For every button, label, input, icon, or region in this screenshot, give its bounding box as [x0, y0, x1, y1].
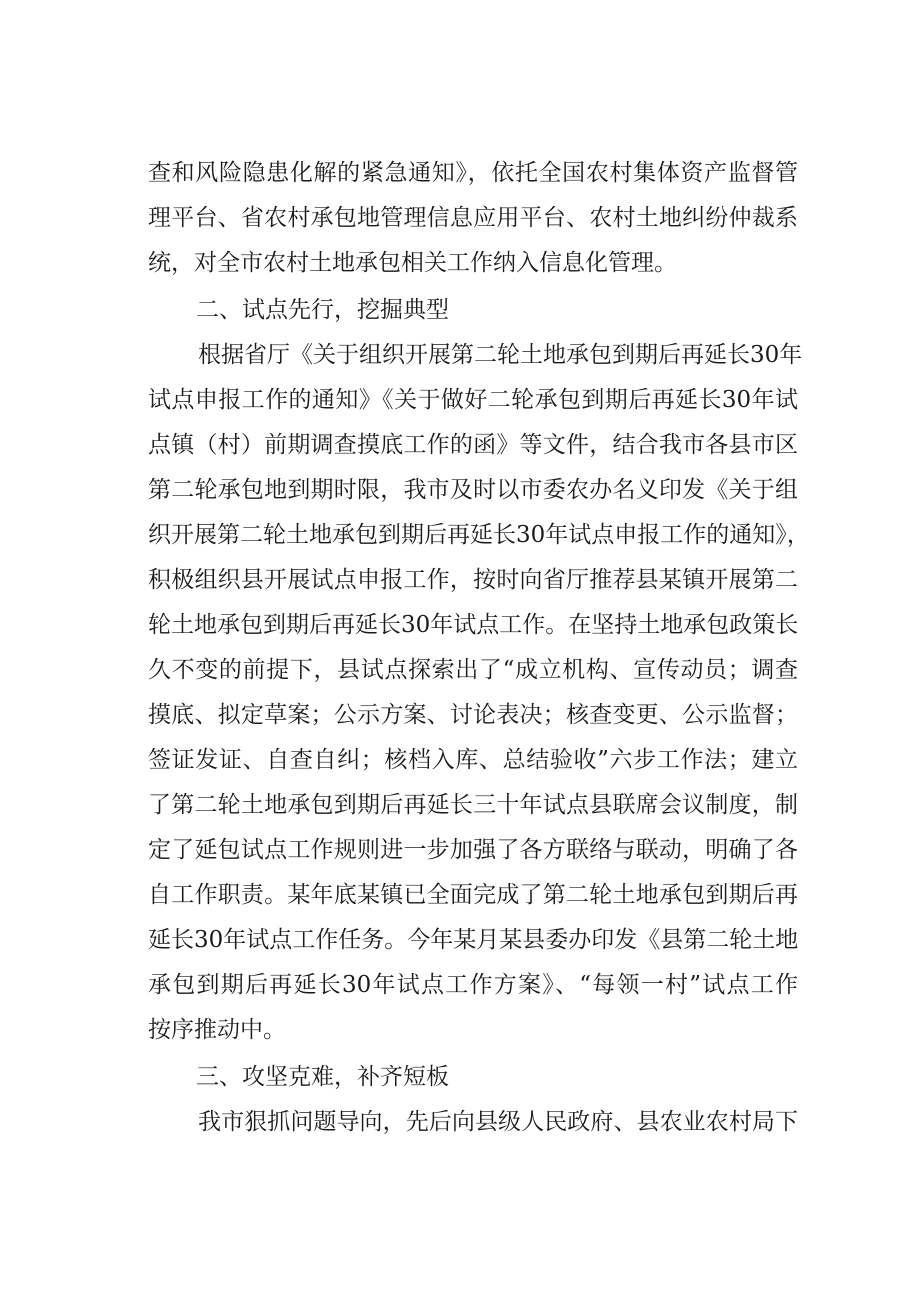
- section-2-line-14: 延长30年试点工作任务。今年某月某县委办印发《县第二轮土地: [148, 927, 799, 953]
- section-2-line-12: 定了延包试点工作规则进一步加强了各方联络与联动，明确了各: [148, 837, 798, 863]
- intro-line-3: 统，对全市农村土地承包相关工作纳入信息化管理。: [148, 250, 677, 276]
- intro-line-2: 理平台、省农村承包地管理信息应用平台、农村土地纠纷仲裁系: [148, 205, 798, 231]
- section-2-line-10: 签证发证、自查自纠；核档入库、总结验收”六步工作法；建立: [148, 747, 798, 773]
- section-2-line-16: 按序推动中。: [148, 1017, 286, 1043]
- section-2-line-2: 试点申报工作的通知》《关于做好二轮承包到期后再延长30年试: [148, 387, 798, 413]
- section-2-heading: 二、试点先行，挖掘典型: [196, 297, 449, 323]
- section-2-line-4: 第二轮承包地到期时限，我市及时以市委农办名义印发《关于组: [148, 477, 798, 503]
- section-2-line-15: 承包到期后再延长30年试点工作方案》、“每领一村”试点工作: [148, 972, 798, 998]
- section-2-line-5: 织开展第二轮土地承包到期后再延长30年试点申报工作的通知》，: [148, 522, 810, 548]
- section-3-line-1: 我市狠抓问题导向，先后向县级人民政府、县农业农村局下: [198, 1109, 798, 1135]
- section-2-line-3: 点镇（村）前期调查摸底工作的函》等文件，结合我市各县市区: [148, 432, 798, 458]
- section-2-line-13: 自工作职责。某年底某镇已全面完成了第二轮土地承包到期后再: [148, 882, 798, 908]
- section-2-line-7: 轮土地承包到期后再延长30年试点工作。在坚持土地承包政策长: [148, 612, 799, 638]
- section-2-line-8: 久不变的前提下，县试点探索出了“成立机构、宣传动员；调查: [148, 657, 798, 683]
- section-2-line-9: 摸底、拟定草案；公示方案、讨论表决；核查变更、公示监督；: [148, 702, 798, 728]
- section-3-heading: 三、攻坚克难，补齐短板: [196, 1064, 449, 1090]
- section-2-line-1: 根据省厅《关于组织开展第二轮土地承包到期后再延长30年: [198, 342, 803, 368]
- section-2-line-11: 了第二轮土地承包到期后再延长三十年试点县联席会议制度，制: [148, 792, 798, 818]
- section-2-line-6: 积极组织县开展试点申报工作，按时向省厅推荐县某镇开展第二: [148, 567, 798, 593]
- intro-line-1: 查和风险隐患化解的紧急通知》，依托全国农村集体资产监督管: [148, 160, 798, 186]
